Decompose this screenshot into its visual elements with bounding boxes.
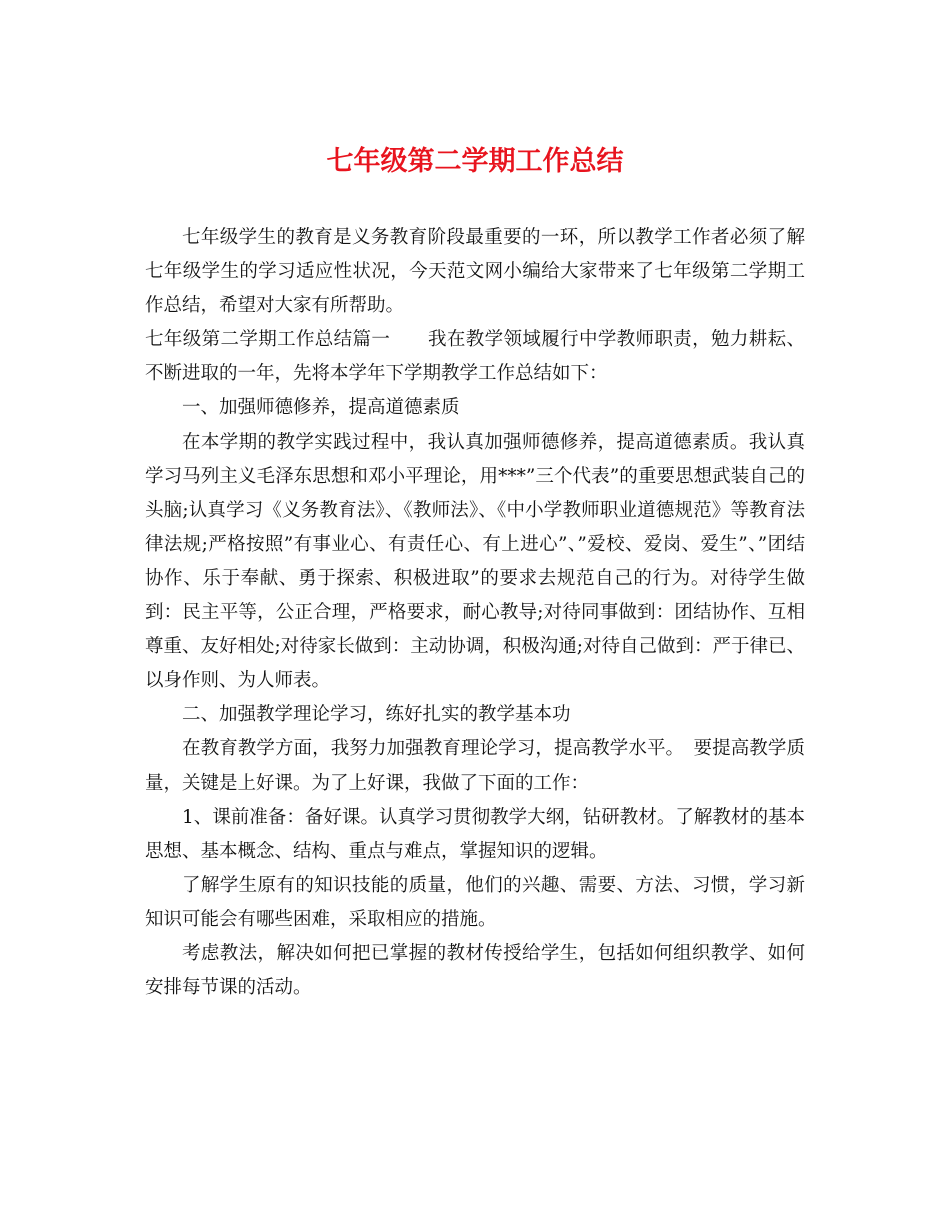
section-heading-2: 二、加强教学理论学习，练好扎实的教学基本功	[182, 704, 571, 726]
intro-paragraph: 七年级学生的教育是义务教育阶段最重要的一环，所以教学工作者必须了解七年级学生的学习适应性状况，今天范文网小编给大家带来了七年级第二学期工作总结，希望对大家有所帮助。	[145, 227, 805, 317]
document-body	[145, 221, 805, 1005]
section-heading-1: 一、加强师德修养，提高道德素质	[182, 397, 460, 419]
section-intro-paragraph: 七年级第二学期工作总结篇一 我在教学领域履行中学教师职责，勉力耕耘、不断进取的一年，先将本学年下学期教学工作总结如下：	[145, 329, 805, 385]
body-paragraph: 了解学生原有的知识技能的质量，他们的兴趣、需要、方法、习惯，学习新知识可能会有哪些困难，采取相应的措施。	[145, 874, 805, 930]
body-paragraph: 在本学期的教学实践过程中，我认真加强师德修养，提高道德素质。我认真学习马列主义毛泽东思想和邓小平理论，用***”三个代表”的重要思想武装自己的头脑;认真学习《义务教育法》、《教师法》、《中小学教师职业道德规范》等教育法律法规;严格按照”有事业心、有责任心、有上进心”、”爱校、爱岗、爱生”、”团结协作、乐于奉献、勇于探索、积极进取”的要求去规范自己的行为。对待学生做到：民主平等，公正合理，严格要求，耐心教导;对待同事做到：团结协作、互相尊重、友好相处;对待家长做到：主动协调，积极沟通;对待自己做到：严于律已、以身作则、为人师表。	[145, 431, 805, 692]
body-paragraph: 1、课前准备：备好课。认真学习贯彻教学大纲，钻研教材。了解教材的基本思想、基本概念、结构、重点与难点，掌握知识的逻辑。	[145, 806, 805, 862]
body-paragraph: 考虑教法，解决如何把已掌握的教材传授给学生，包括如何组织教学、如何安排每节课的活动。	[145, 942, 805, 999]
document-title: 七年级第二学期工作总结	[326, 146, 624, 177]
body-paragraph: 在教育教学方面，我努力加强教育理论学习，提高教学水平。 要提高教学质量，关键是上好课。为了上好课，我做了下面的工作：	[145, 738, 805, 794]
